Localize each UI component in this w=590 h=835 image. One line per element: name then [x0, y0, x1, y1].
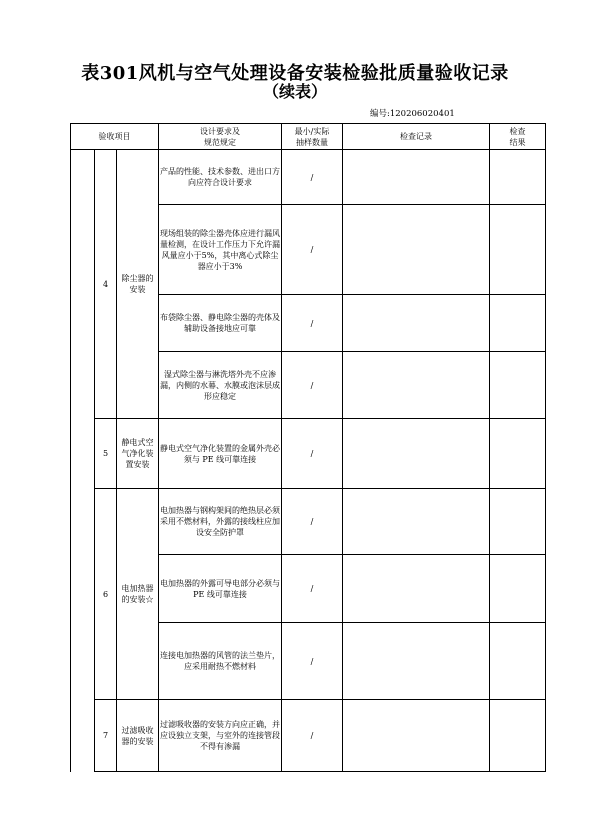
group-number: 6 — [95, 489, 117, 700]
requirement-text: 产品的性能、技术参数、进出口方向应符合设计要求 — [159, 150, 282, 205]
record-cell[interactable] — [343, 205, 490, 295]
inspection-table — [70, 123, 546, 772]
record-cell[interactable] — [343, 419, 490, 489]
requirement-text: 布袋除尘器、静电除尘器的壳体及辅助设备接地应可靠 — [159, 295, 282, 352]
left-margin-cell — [71, 150, 95, 772]
group-name: 过滤吸收 器的安装 — [117, 700, 159, 772]
group-number: 5 — [95, 419, 117, 489]
record-cell[interactable] — [343, 623, 490, 700]
result-cell[interactable] — [490, 700, 546, 772]
sample-value: / — [282, 419, 343, 489]
requirement-text: 连接电加热器的风管的法兰垫片，应采用耐热不燃材料 — [159, 623, 282, 700]
group-number: 4 — [95, 150, 117, 419]
header-requirement: 设计要求及 规范规定 — [159, 124, 282, 150]
group-number: 7 — [95, 700, 117, 772]
record-cell[interactable] — [343, 555, 490, 623]
group-name: 静电式空 气净化装 置安装 — [117, 419, 159, 489]
requirement-text: 电加热器的外露可导电部分必须与 PE 线可靠连接 — [159, 555, 282, 623]
header-row — [71, 124, 546, 150]
result-cell[interactable] — [490, 205, 546, 295]
result-cell[interactable] — [490, 489, 546, 555]
page-subtitle: （续表） — [262, 82, 327, 101]
document-number: 编号:120206020401 — [370, 109, 455, 119]
requirement-text: 过滤吸收器的安装方向应正确，并应设独立支架，与室外的连接管段不得有渗漏 — [159, 700, 282, 772]
group-name: 除尘器的 安装 — [117, 150, 159, 419]
table-row — [71, 150, 546, 205]
group-name: 电加热器 的安装☆ — [117, 489, 159, 700]
sample-value: / — [282, 700, 343, 772]
requirement-text: 湿式除尘器与淋洗塔外壳不应渗漏，内侧的水幕、水膜或泡沫层成形应稳定 — [159, 352, 282, 419]
table-row — [71, 700, 546, 772]
result-cell[interactable] — [490, 419, 546, 489]
requirement-text: 静电式空气净化装置的金属外壳必须与 PE 线可靠连接 — [159, 419, 282, 489]
result-cell[interactable] — [490, 352, 546, 419]
sample-value: / — [282, 489, 343, 555]
requirement-text: 现场组装的除尘器壳体应进行漏风量检测，在设计工作压力下允许漏风量应小于5%，其中离心式除尘器应小于3% — [159, 205, 282, 295]
record-cell[interactable] — [343, 700, 490, 772]
header-sample: 最小/实际 抽样数量 — [282, 124, 343, 150]
record-cell[interactable] — [343, 489, 490, 555]
table-row — [71, 489, 546, 555]
requirement-text: 电加热器与钢构架间的绝热层必须采用不燃材料，外露的接线柱应加设安全防护罩 — [159, 489, 282, 555]
result-cell[interactable] — [490, 295, 546, 352]
sample-value: / — [282, 623, 343, 700]
record-cell[interactable] — [343, 352, 490, 419]
sample-value: / — [282, 150, 343, 205]
sample-value: / — [282, 352, 343, 419]
sample-value: / — [282, 205, 343, 295]
sample-value: / — [282, 295, 343, 352]
sample-value: / — [282, 555, 343, 623]
result-cell[interactable] — [490, 555, 546, 623]
page-title: 表301风机与空气处理设备安装检验批质量验收记录 — [81, 63, 509, 84]
header-result: 检查 结果 — [490, 124, 546, 150]
record-cell[interactable] — [343, 295, 490, 352]
table-row — [71, 419, 546, 489]
result-cell[interactable] — [490, 623, 546, 700]
header-record: 检查记录 — [343, 124, 490, 150]
header-item: 验收项目 — [71, 124, 159, 150]
record-cell[interactable] — [343, 150, 490, 205]
result-cell[interactable] — [490, 150, 546, 205]
